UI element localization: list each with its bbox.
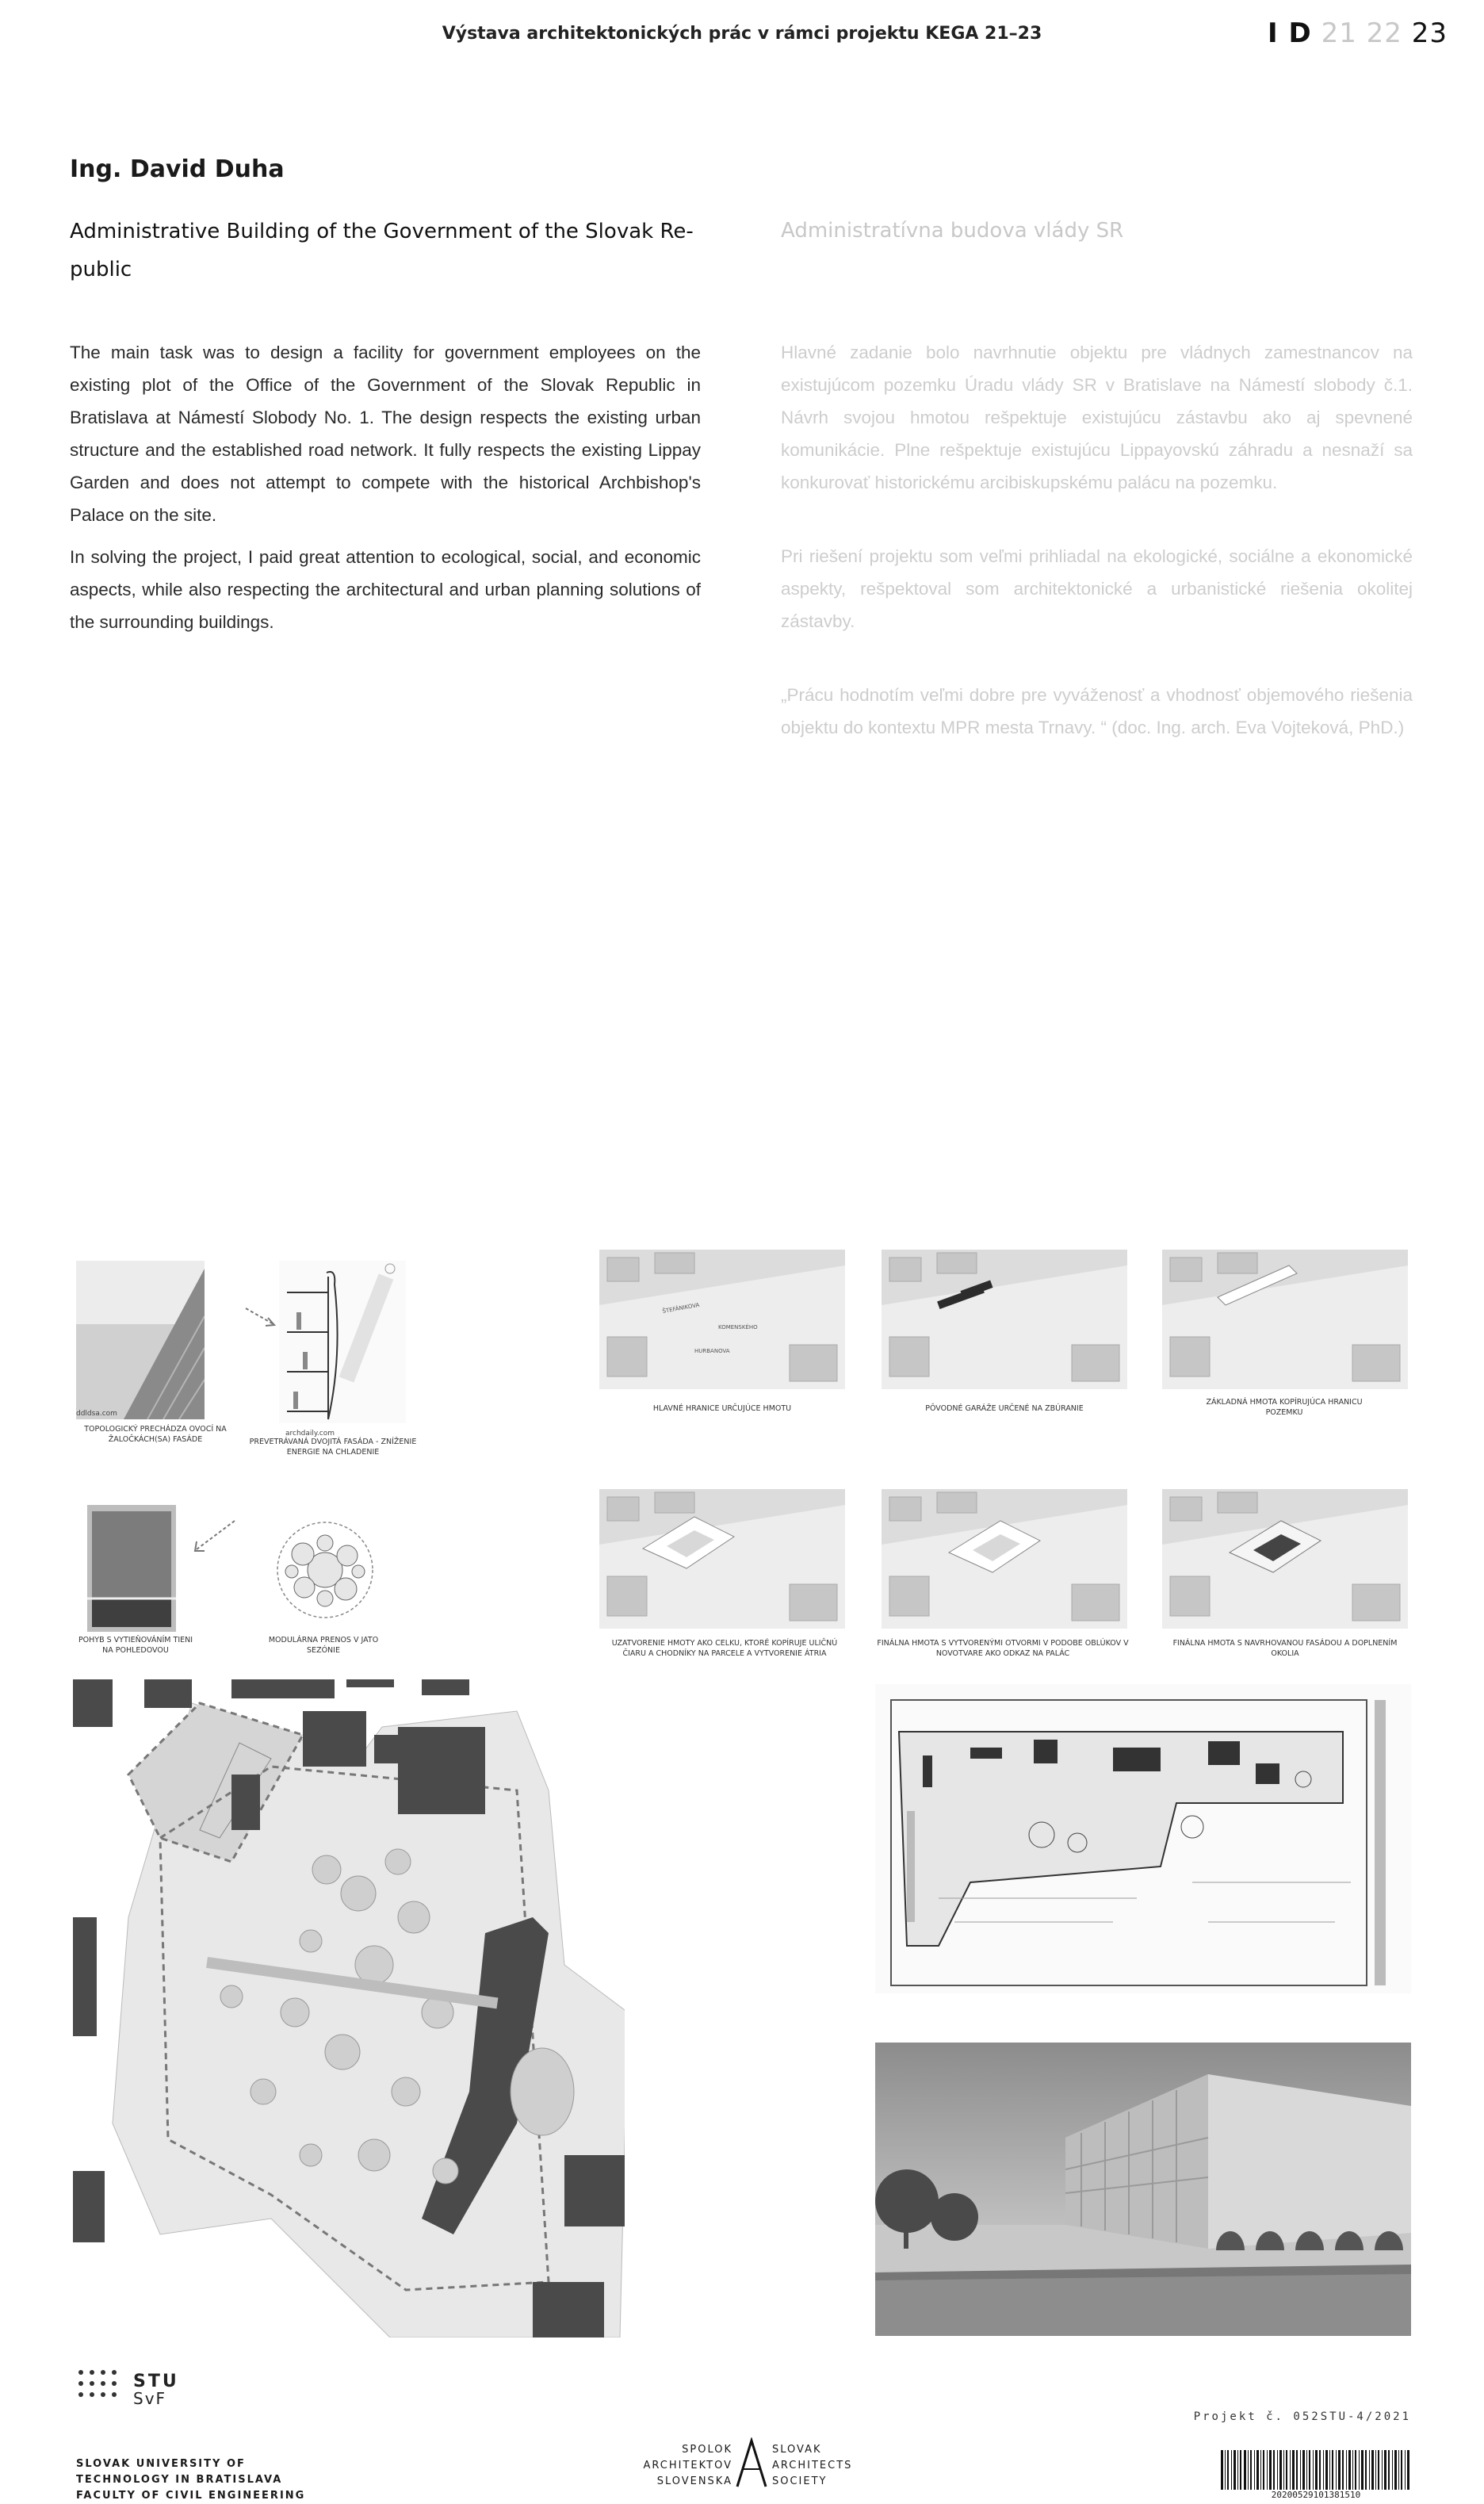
facade-photo-caption: TOPOLOGICKÝ PRECHÁDZA OVOCÍ NA ŽALOČKÁCH(SA) FASÁDE: [84, 1425, 227, 1444]
massing-caption-3: ZÁKLADNÁ HMOTA KOPÍRUJÚCA HRANICU POZEMKU: [1206, 1398, 1363, 1417]
project-title-en: [70, 212, 704, 289]
site-plan: [73, 1679, 625, 2337]
university-name-line: TECHNOLOGY IN BRATISLAVA: [76, 2474, 283, 2486]
id-prefix: I D: [1268, 17, 1312, 49]
sas-name-line: ARCHITECTS: [772, 2460, 853, 2471]
modular-caption: MODULÁRNA PRENOS V JATO SEZÓNIE: [268, 1636, 379, 1655]
facade-photo-source: ddldsa.com: [76, 1410, 117, 1418]
sas-name-sk: [626, 2442, 732, 2490]
massing-caption-4: UZATVORENIE HMOTY AKO CELKU, KTORÉ KOPÍRUJE ULIČNÚ ČIARU A CHODNÍKY NA PARCELE A VYTVORENIE ÁTRIA: [611, 1639, 838, 1658]
project-number: Projekt č. 052STU-4/2021: [1193, 2410, 1411, 2423]
street-label: ŠTEFÁNIKOVA: [661, 1301, 700, 1315]
massing-caption-5: FINÁLNA HMOTA S VYTVORENÝMI OTVORMI V PODOBE OBLÚKOV V NOVOTVARE AKO ODKAZ NA PALÁC: [877, 1639, 1129, 1658]
double-facade-source: archdaily.com: [285, 1430, 335, 1438]
barcode-number: 20200529101381510: [1271, 2490, 1361, 2500]
massing-diagram-5: [882, 1489, 1127, 1629]
description-en-paragraph: The main task was to design a facility for government employees on the existing plot of the Office of the Government of the Slovak Republic in Bratislava at Námestí Slobody No. 1. The design respects the existing urban structure and the established road network. It fully respects the existing Lippay Garden and does not attempt to compete with the historical Archbishop's Palace on the site.: [70, 343, 701, 525]
author-name: Ing. David Duha: [70, 155, 285, 183]
facade-photo: [76, 1261, 205, 1419]
sas-name-line: SLOVAK: [772, 2444, 822, 2456]
project-title-sk: Administratívna budova vlády SR: [781, 219, 1124, 243]
shading-caption: POHYB S VYTIEŇOVÁNÍM TIENI NA POHLEDOVOU: [78, 1636, 193, 1655]
sas-logo-icon: [734, 2437, 769, 2490]
double-facade-section: [279, 1261, 406, 1423]
description-sk: [781, 336, 1413, 744]
arrow-icon: [186, 1516, 241, 1557]
floor-plan: [875, 1684, 1411, 1993]
sas-name-line: SOCIETY: [772, 2475, 828, 2487]
university-name-line: SLOVAK UNIVERSITY OF: [76, 2458, 246, 2470]
svf-logo-text: SvF: [133, 2389, 167, 2408]
double-facade-caption: PREVETRÁVANÁ DVOJITÁ FASÁDA - ZNÍŽENIE ENERGIE NA CHLADENIE: [249, 1438, 417, 1457]
id-year-22: 22: [1366, 17, 1402, 49]
massing-caption-6: FINÁLNA HMOTA S NAVRHOVANOU FASÁDOU A DOPLNENÍM OKOLIA: [1172, 1639, 1398, 1658]
university-name-line: FACULTY OF CIVIL ENGINEERING: [76, 2490, 306, 2502]
architectural-rendering: [875, 2043, 1411, 2336]
barcode: [1221, 2450, 1411, 2490]
description-en-paragraph: In solving the project, I paid great attention to ecological, social, and economic aspects, while also respecting the architectural and urban planning solutions of the surrounding buildings.: [70, 547, 701, 632]
stu-logo: [76, 2368, 203, 2455]
stu-logo-text: STU: [133, 2372, 179, 2391]
project-title-en-line1: Administrative Building of the Government of the Slovak Re-: [70, 220, 694, 243]
id-year-marker: [1268, 17, 1448, 49]
street-label: HURBANOVA: [694, 1348, 730, 1354]
description-en: [70, 336, 701, 638]
sas-name-en: [772, 2442, 899, 2490]
sas-name-line: ARCHITEKTOV: [643, 2460, 732, 2471]
massing-diagram-4: [599, 1489, 845, 1629]
sas-name-line: SLOVENSKA: [656, 2475, 732, 2487]
university-name: [76, 2456, 305, 2504]
id-year-21: 21: [1321, 17, 1357, 49]
modular-circle-diagram: [270, 1514, 381, 1625]
massing-diagram-6: [1162, 1489, 1408, 1629]
massing-diagram-2: [882, 1250, 1127, 1389]
shading-photo: [87, 1505, 176, 1632]
arrow-icon: [238, 1300, 285, 1332]
description-sk-paragraph: Hlavné zadanie bolo navrhnutie objektu pre vládnych zamestnancov na existujúcom pozemku Úradu vlády SR v Bratislave na Námestí slobody č.1. Návrh svojou hmotou rešpektuje existujúcu zástavbu ako aj spevnené komunikácie. Plne rešpektuje existujúcu Lippayovskú záhradu a nesnaží sa konkurovať historickému arcibiskupskému palácu na pozemku.: [781, 343, 1413, 492]
id-year-23: 23: [1411, 17, 1448, 49]
massing-diagram-1: [599, 1250, 845, 1389]
description-sk-paragraph: Pri riešení projektu som veľmi prihliadal na ekologické, sociálne a ekonomické aspekty, rešpektoval som architektonické a urbanistické riešenia okolitej zástavby.: [781, 546, 1413, 631]
exhibition-title: Výstava architektonických prác v rámci projektu KEGA 21–23: [442, 24, 1042, 44]
sas-name-line: SPOLOK: [682, 2444, 732, 2456]
massing-caption-2: PÔVODNÉ GARÁŽE URČENÉ NA ZBÚRANIE: [925, 1404, 1084, 1413]
project-title-en-line2: public: [70, 258, 132, 281]
massing-diagram-3: [1162, 1250, 1408, 1389]
massing-caption-1: HLAVNÉ HRANICE URČUJÚCE HMOTU: [652, 1404, 792, 1413]
street-label: KOMENSKÉHO: [718, 1324, 758, 1330]
review-quote: „Prácu hodnotím veľmi dobre pre vyváženosť a vhodnosť objemového riešenia objektu do kontextu MPR mesta Trnavy. “ (doc. Ing. arch. Eva Vojteková, PhD.): [781, 685, 1413, 737]
